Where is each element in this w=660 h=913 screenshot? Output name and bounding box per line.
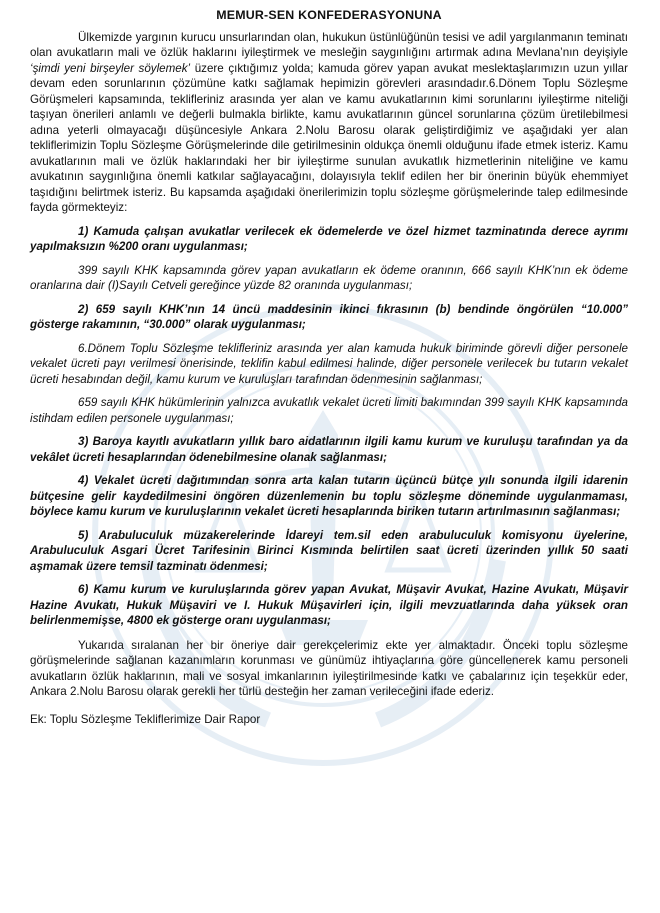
proposal-item <box>30 582 628 629</box>
item-number: 3) <box>78 435 89 448</box>
item-text: Arabuluculuk müzakerelerinde İdareyi tem.sil eden arabuluculuk komisyonu üyelerine, Arabuluculuk Asgari Ücret Tarifesinin Birinci Kısmında belirtilen saat ücreti üzerinden yıllık 50 saati aşmamak üzere temsil tazminatı ödenmesi; <box>30 528 628 573</box>
item-number: 6) <box>78 583 89 596</box>
proposal-item <box>30 341 628 388</box>
item-number: 4) <box>78 474 89 487</box>
intro-text-part2: üzere çıktığımız yolda; kamuda görev yapan avukat meslektaşlarımızın uzun yıllar devam eden sorunlarının çözümüne katkı sağlamak hepimizin görevleri arasındadır.6.Dönem Toplu Sözleşme Görüşmeleri kapsamında, teklifleriniz arasında yer alan ve kamu avukatlarının kimi sorunlarını iyileştirme niteliği taşıyan önerileri anlamlı ve değerli bulmakla birlikte, kamu avukatlarının güncel sorunlarına çözüm üretilebilmesi adına yeterli olmayacağı düşüncesiyle Ankara 2.Nolu Barosu olarak geliştirdiğimiz ve aşağıdaki yer alan tekliflerimizin Toplu Sözleşme Görüşmelerinde dile getirilmesinin oldukça önemli olduğunu ifade etmek isteriz. Kamu avukatlarının mali ve özlük haklarındaki her bir iyileştirme sunulan avukatlık hizmetlerinin niteliğine ve kamu avukatının saygınlığına önemli katkılar sağlayacağını, dolayısıyla teklif edilen her bir önerinin büyük ehemmiyet taşıdığını belirtmek isteriz. Bu kapsamda aşağıdaki önerilerimizin toplu sözleşme görüşmelerinde talep edilmesinde fayda görmekteyiz: <box>30 61 628 214</box>
intro-quote: ‘şimdi yeni birşeyler söylemek’ <box>30 61 191 75</box>
item-number: 1) <box>78 224 89 238</box>
letter-body <box>30 8 628 727</box>
item-text: 659 sayılı KHK hükümlerinin yalnızca avukatlık vekalet ücreti limiti bakımından 399 sayılı KHK kapsamında istihdam edilen personele uygulanması; <box>30 396 628 425</box>
item-number: 5) <box>78 528 89 542</box>
proposal-item <box>30 224 628 255</box>
proposal-item <box>30 395 628 426</box>
item-text: 399 sayılı KHK kapsamında görev yapan avukatların ek ödeme oranının, 666 sayılı KHK’nın ek ödeme oranlarına dair (I)Sayılı Cetveli gereğince yüzde 82 oranında uygulanması; <box>30 263 628 292</box>
item-text: Kamuda çalışan avukatlar verilecek ek ödemelerde ve özel hizmet tazminatında derece ayrımı yapılmaksızın %200 oranı uygulanması; <box>30 224 628 253</box>
proposal-item <box>30 434 628 465</box>
proposal-item <box>30 302 628 333</box>
item-number: 2) <box>78 302 89 316</box>
item-text: 659 sayılı KHK’nın 14 üncü maddesinin ikinci fıkrasının (b) bendinde öngörülen “10.000” gösterge rakamının, “30.000” olarak uygulanması; <box>30 302 628 331</box>
item-text: Vekalet ücreti dağıtımından sonra arta kalan tutarın üçüncü bütçe yılı sonunda ilgili idarenin bütçesine gelir kaydedilmesini öngören düzenlemenin bu toplu sözleşme döneminde uygulanmaması, böylece kamu kurum ve kuruluşlarının vekalet ücreti hesaplarında biriken tutarın artırılmasının sağlanması; <box>30 474 628 518</box>
proposal-item <box>30 473 628 520</box>
item-text: 6.Dönem Toplu Sözleşme teklifleriniz arasında yer alan kamuda hukuk biriminde görevli diğer personele vekalet ücreti payı verilmesi önerisinde, teklifin kabul edilmesi halinde, diğer personele verilecek bu tutarın vekalet ücreti hesabından değil, kamu kurum ve kuruluşları tarafından ödenmesinin sağlanması; <box>30 341 628 386</box>
item-text: Kamu kurum ve kuruluşlarında görev yapan Avukat, Müşavir Avukat, Hazine Avukatı, Müşavir Hazine Avukatı, Hukuk Müşaviri ve I. Hukuk Müşavirleri için, ilgili mevzuatlarında daha yüksek oran belirlenmemişse, 4800 ek gösterge oranı uygulanması; <box>30 583 628 627</box>
intro-text-part1: Ülkemizde yargının kurucu unsurlarından olan, hukukun üstünlüğünün tesisi ve adil yargılanmanın teminatı olan avukatların mali ve özlük haklarını iyileştirmek ve mesleğin saygınlığını artırmak adına Mevlana’nın deyişiyle <box>30 30 628 59</box>
proposal-item <box>30 528 628 575</box>
document-title: MEMUR-SEN KONFEDERASYONUNA <box>216 8 442 22</box>
attachment-note: Ek: Toplu Sözleşme Tekliflerimize Dair Rapor <box>30 712 261 726</box>
closing-paragraph: Yukarıda sıralanan her bir öneriye dair gerekçelerimiz ekte yer almaktadır. Önceki toplu sözleşme görüşmelerinde sağlanan kazanımların korunması ve günümüz ihtiyaçlarına göre güncellenerek kamu personeli avukatların özlük haklarının, mali ve sosyal imkanlarının iyileştirilmesinde katkı ve çabalarınız için teşekkür eder, Ankara 2.Nolu Barosu olarak gerekli her türlü desteğin her zaman verileceğini ifade ederiz. <box>30 638 628 698</box>
item-text: Baroya kayıtlı avukatların yıllık baro aidatlarının ilgili kamu kurum ve kuruluşu tarafından ya da vekâlet ücreti hesaplarından ödenebilmesine olanak sağlanması; <box>30 435 628 464</box>
proposal-item <box>30 263 628 294</box>
intro-paragraph <box>30 30 628 216</box>
